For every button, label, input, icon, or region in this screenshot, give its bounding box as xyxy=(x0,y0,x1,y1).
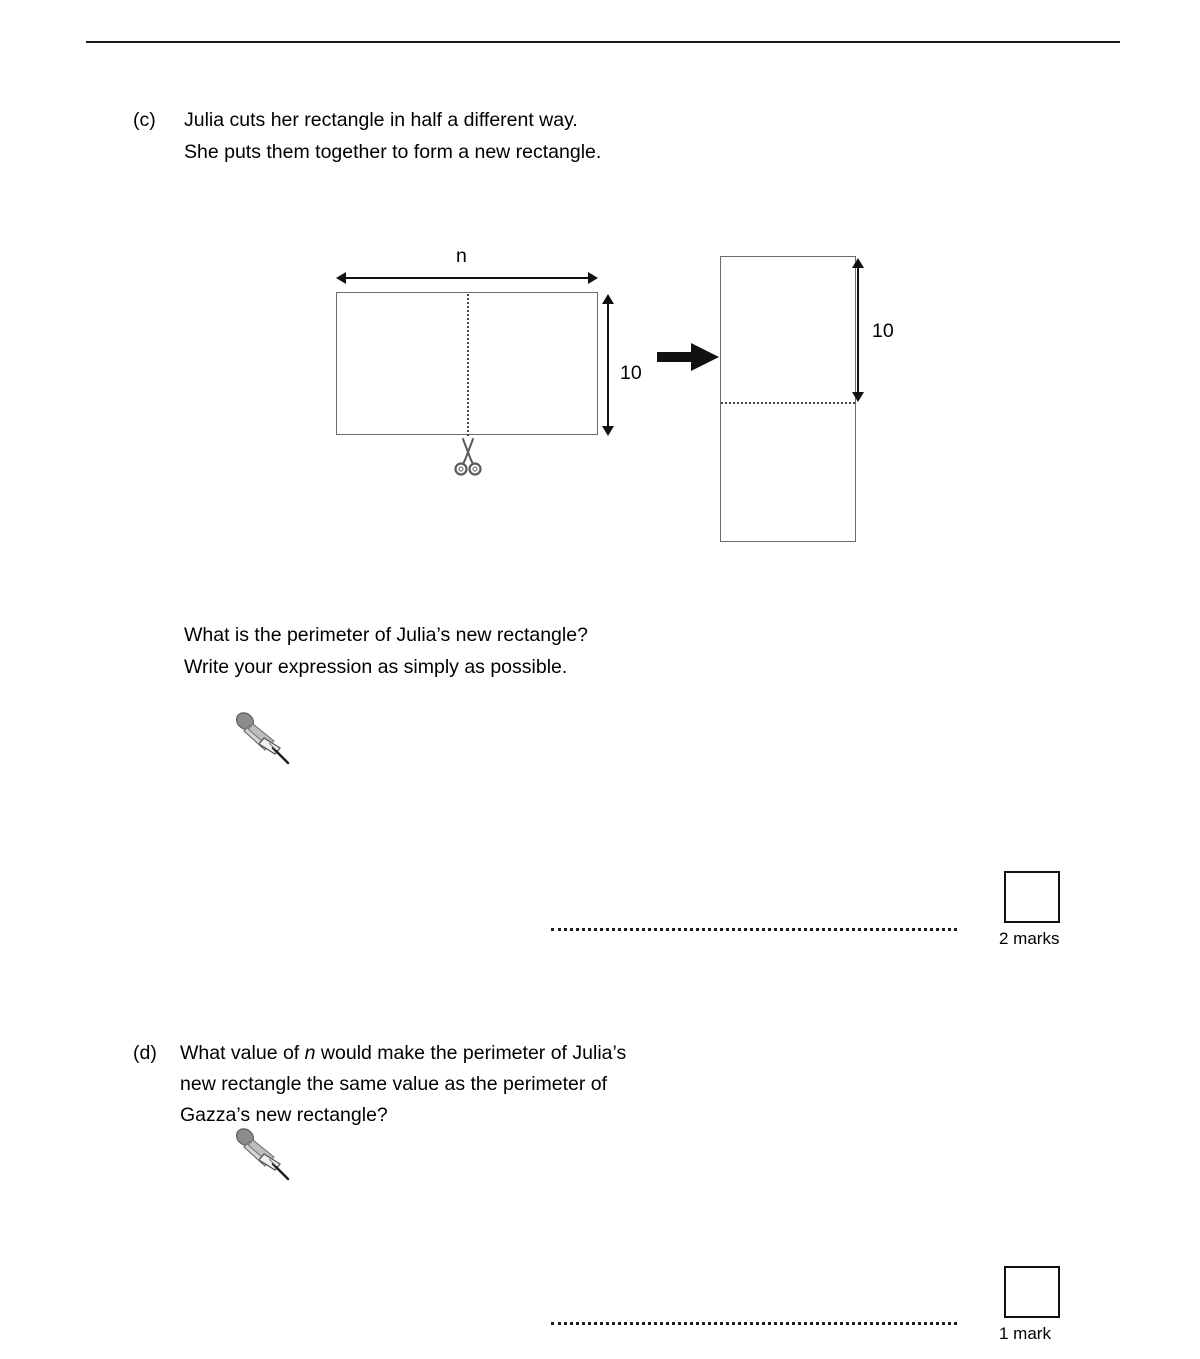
question-c-line-1: Julia cuts her rectangle in half a different way. xyxy=(184,109,578,131)
new-rectangle-shape xyxy=(720,256,856,542)
height-label-10-right: 10 xyxy=(872,320,894,342)
arrow-head-down-icon xyxy=(852,392,864,402)
marks-box-d[interactable] xyxy=(1004,1266,1060,1318)
arrow-head-down-icon xyxy=(602,426,614,436)
horizontal-join-dotted-line xyxy=(721,402,855,404)
question-c-label: (c) xyxy=(133,109,156,131)
question-d-label: (d) xyxy=(133,1042,157,1064)
question-d-text-after: would make the perimeter of Julia’s xyxy=(315,1042,627,1064)
pen-nib-icon xyxy=(228,1124,294,1182)
question-c-prompt-line-2: Write your expression as simply as possible. xyxy=(184,656,568,678)
dimension-bar xyxy=(857,265,859,395)
question-d-prompt-line-3: Gazza’s new rectangle? xyxy=(180,1104,388,1126)
vertical-cut-dotted-line xyxy=(467,294,469,436)
height-dimension-arrow-left xyxy=(607,294,609,436)
question-d-text-before: What value of xyxy=(180,1042,305,1064)
height-label-10-left: 10 xyxy=(620,362,642,384)
scissors-icon xyxy=(450,437,486,477)
pen-nib-icon xyxy=(228,708,294,766)
width-label-n: n xyxy=(456,245,467,267)
page-top-rule xyxy=(86,41,1120,43)
marks-label-c: 2 marks xyxy=(999,929,1060,948)
dimension-bar xyxy=(343,277,591,279)
question-d-variable-n: n xyxy=(304,1042,316,1064)
question-d-prompt-line-1 xyxy=(180,1038,626,1069)
question-c-line-2: She puts them together to form a new rectangle. xyxy=(184,141,602,163)
arrow-head-right-icon xyxy=(588,272,598,284)
question-d-prompt-line-2: new rectangle the same value as the perimeter of xyxy=(180,1073,608,1095)
width-dimension-arrow xyxy=(336,277,598,279)
answer-line-c[interactable] xyxy=(551,928,957,931)
dimension-bar xyxy=(607,301,609,429)
question-c-prompt-line-1: What is the perimeter of Julia’s new rectangle? xyxy=(184,624,588,646)
height-dimension-arrow-right xyxy=(857,258,859,402)
marks-label-d: 1 mark xyxy=(999,1324,1051,1343)
marks-box-c[interactable] xyxy=(1004,871,1060,923)
answer-line-d[interactable] xyxy=(551,1322,957,1325)
thick-right-arrow-icon xyxy=(657,341,719,373)
